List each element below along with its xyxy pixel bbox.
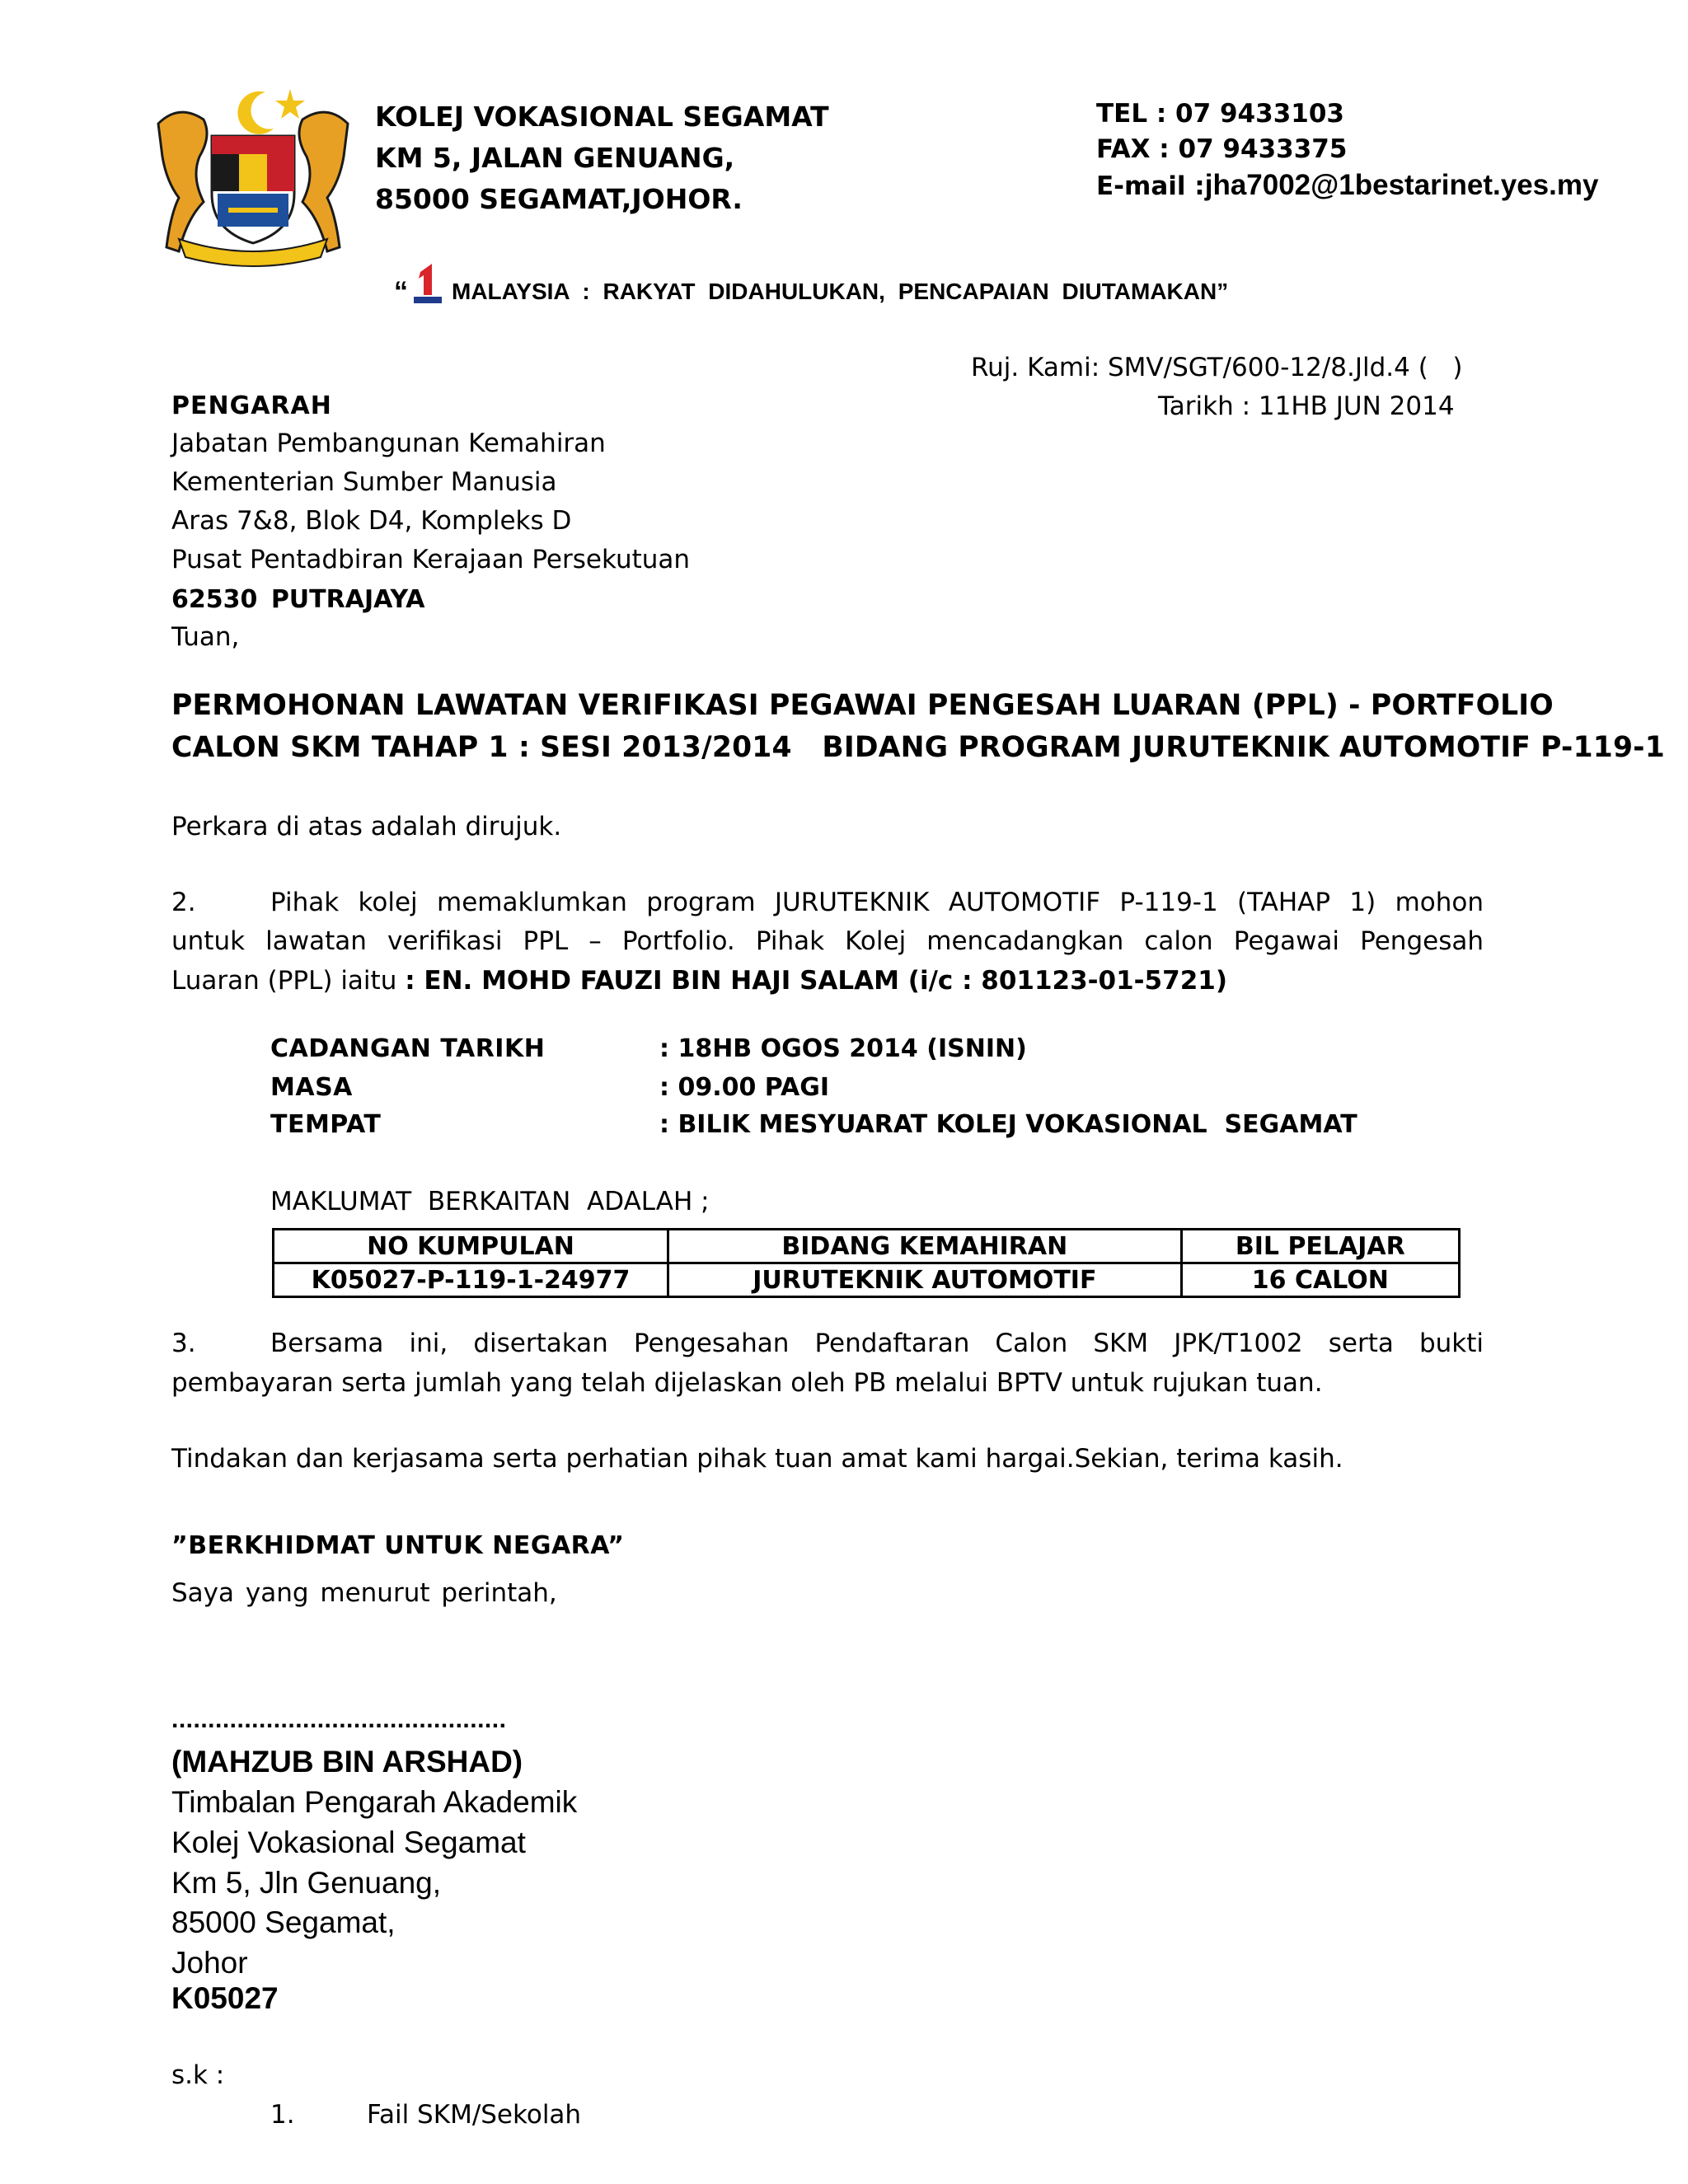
paragraph-3-line2: pembayaran serta jumlah yang telah dijelaskan oleh PB melalui BPTV untuk rujukan tuan. <box>171 1368 1323 1398</box>
table-caption: MAKLUMAT BERKAITAN ADALAH ; <box>270 1187 710 1216</box>
signatory-address3: Johor <box>171 1946 248 1980</box>
cc-item-number: 1. <box>270 2100 295 2130</box>
detail-value-time: : 09.00 PAGI <box>659 1073 830 1102</box>
signatory-position: Timbalan Pengarah Akademik <box>171 1785 578 1819</box>
information-table <box>272 1228 1461 1298</box>
signatory-org: Kolej Vokasional Segamat <box>171 1825 526 1859</box>
recipient-line4: Pusat Pentadbiran Kerajaan Persekutuan <box>171 545 691 574</box>
table-header-student-count: BIL PELAJAR <box>1181 1230 1459 1263</box>
salutation: Tuan, <box>171 622 240 652</box>
1malaysia-logo-icon <box>410 262 445 305</box>
paragraph-2-line3-text: Luaran (PPL) iaitu <box>171 966 397 996</box>
college-address-line2: 85000 SEGAMAT,JOHOR. <box>375 183 743 215</box>
slogan: ”BERKHIDMAT UNTUK NEGARA” <box>171 1531 625 1560</box>
cc-label: s.k : <box>171 2060 225 2090</box>
table-header-row <box>274 1230 1460 1263</box>
paragraph-3-line1: Bersama ini, disertakan Pengesahan Pendaftaran Calon SKM JPK/T1002 serta bukti <box>270 1329 1484 1358</box>
recipient-postcode-city: 62530 PUTRAJAYA <box>171 585 425 614</box>
signature-dots: .............................................. <box>171 1706 507 1733</box>
college-name: KOLEJ VOKASIONAL SEGAMAT <box>375 101 829 133</box>
signatory-address1: Km 5, Jln Genuang, <box>171 1866 442 1900</box>
table-cell-student-count: 16 CALON <box>1181 1263 1459 1297</box>
detail-value-date: : 18HB OGOS 2014 (ISNIN) <box>659 1034 1027 1063</box>
recipient-line3: Aras 7&8, Blok D4, Kompleks D <box>171 506 572 536</box>
subject-line2: CALON SKM TAHAP 1 : SESI 2013/2014 BIDANG PROGRAM JURUTEKNIK AUTOMOTIF P-119-1 <box>171 731 1665 764</box>
college-code: K05027 <box>171 1981 279 2015</box>
email-address: jha7002@1bestarinet.yes.my <box>1204 169 1599 201</box>
table-cell-group-no: K05027-P-119-1-24977 <box>274 1263 668 1297</box>
email-label: E-mail : <box>1096 171 1205 201</box>
fax-number: FAX : 07 9433375 <box>1096 134 1348 164</box>
recipient-line1: Jabatan Pembangunan Kemahiran <box>171 429 606 458</box>
detail-label-time: MASA <box>270 1073 353 1102</box>
signatory-address2: 85000 Segamat, <box>171 1905 396 1939</box>
paragraph-2-line1: Pihak kolej memaklumkan program JURUTEKNIK AUTOMOTIF P-119-1 (TAHAP 1) mohon <box>270 888 1484 917</box>
paragraph-3-number: 3. <box>171 1329 196 1358</box>
paragraph-1: Perkara di atas adalah dirujuk. <box>171 812 562 841</box>
paragraph-4: Tindakan dan kerjasama serta perhatian pihak tuan amat kami hargai.Sekian, terima kasih. <box>171 1444 1343 1474</box>
signatory-name: (MAHZUB BIN ARSHAD) <box>171 1745 523 1779</box>
email-line <box>1096 169 1598 202</box>
detail-label-date: CADANGAN TARIKH <box>270 1034 546 1063</box>
paragraph-2-line2: untuk lawatan verifikasi PPL – Portfolio. Pihak Kolej mencadangkan calon Pegawai Pengesah <box>171 926 1484 956</box>
malaysia-coat-of-arms-logo <box>142 74 364 272</box>
recipient-title: PENGARAH <box>171 391 332 420</box>
telephone-number: TEL : 07 9433103 <box>1096 99 1344 129</box>
paragraph-2-line3 <box>171 966 1227 996</box>
table-header-skill-field: BIDANG KEMAHIRAN <box>668 1230 1182 1263</box>
table-cell-skill-field: JURUTEKNIK AUTOMOTIF <box>668 1263 1182 1297</box>
proposed-officer: : EN. MOHD FAUZI BIN HAJI SALAM (i/c : 801123-01-5721) <box>405 966 1228 996</box>
paragraph-2-number: 2. <box>171 888 196 917</box>
reference-number: Ruj. Kami: SMV/SGT/600-12/8.Jld.4 ( ) <box>971 353 1463 382</box>
cc-item: Fail SKM/Sekolah <box>367 2100 582 2130</box>
detail-value-place: : BILIK MESYUARAT KOLEJ VOKASIONAL SEGAMAT <box>659 1110 1357 1139</box>
motto-open-quote: “ <box>394 276 408 307</box>
letter-date: Tarikh : 11HB JUN 2014 <box>1158 391 1455 421</box>
subject-line1: PERMOHONAN LAWATAN VERIFIKASI PEGAWAI PENGESAH LUARAN (PPL) - PORTFOLIO <box>171 689 1554 722</box>
detail-label-place: TEMPAT <box>270 1110 382 1139</box>
table-row <box>274 1263 1460 1297</box>
recipient-line2: Kementerian Sumber Manusia <box>171 467 557 497</box>
yours-faithfully: Saya yang menurut perintah, <box>171 1578 557 1608</box>
college-address-line1: KM 5, JALAN GENUANG, <box>375 142 735 174</box>
table-header-group-no: NO KUMPULAN <box>274 1230 668 1263</box>
motto-text: MALAYSIA : RAKYAT DIDAHULUKAN, PENCAPAIAN DIUTAMAKAN” <box>452 279 1229 304</box>
